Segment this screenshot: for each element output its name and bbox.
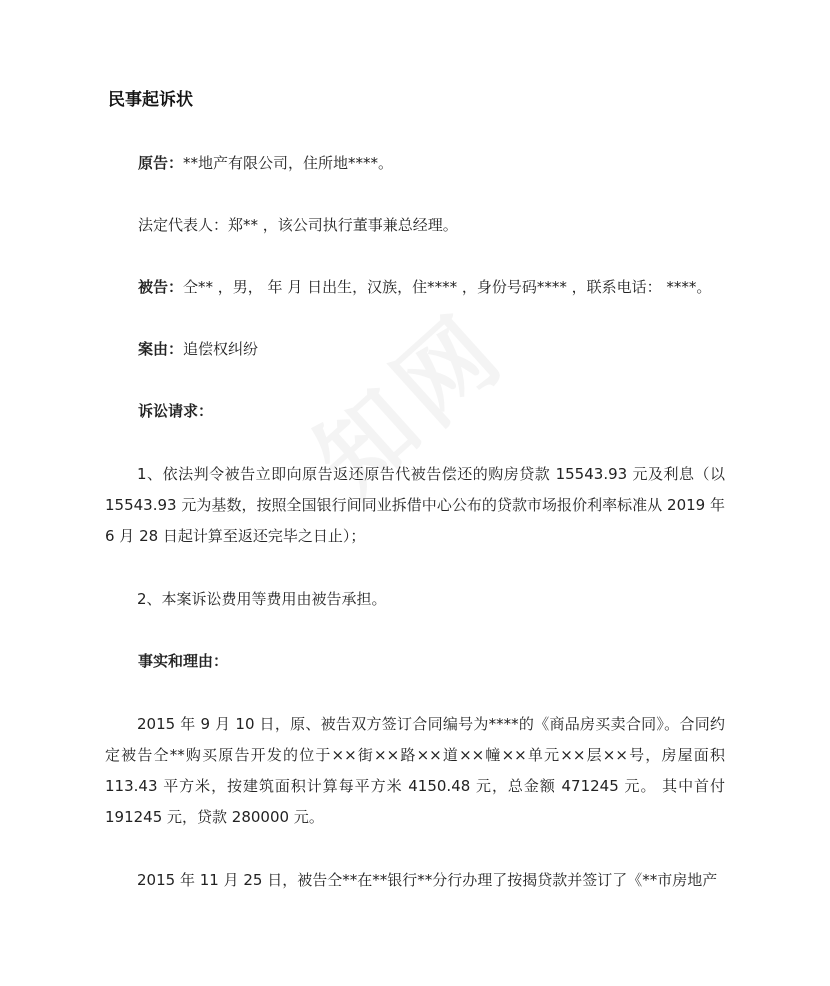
plaintiff-line	[138, 152, 393, 173]
defendant-value: 仝** ，男， 年 月 日出生，汉族，住**** ，身份号码**** ，联系电话： ****。	[183, 278, 712, 296]
claim-1-paragraph: 1、依法判令被告立即向原告返还原告代被告偿还的购房贷款 15543.93 元及利息（以 15543.93 元为基数，按照全国银行间同业拆借中心公布的贷款市场报价利率标准从 2019 年 6 月 28 日起计算至返还完毕之日止）；	[105, 465, 725, 545]
case-cause-label: 案由：	[138, 340, 184, 358]
claim-2-paragraph: 2、本案诉讼费用等费用由被告承担。	[137, 590, 387, 608]
plaintiff-value: **地产有限公司，住所地****。	[183, 154, 394, 172]
facts-heading: 事实和理由：	[138, 652, 229, 670]
fact-2-paragraph: 2015 年 11 月 25 日，被告仝**在**银行**分行办理了按揭贷款并签订了《**市房地产	[137, 871, 718, 889]
defendant-line	[138, 276, 711, 297]
fact-1-paragraph: 2015 年 9 月 10 日，原、被告双方签订合同编号为****的《商品房买卖合同》。合同约定被告仝**购买原告开发的位于××街××路××道××幢××单元××层××号，房屋面积 113.43 平方米，按建筑面积计算每平方米 4150.48 元，总金额 471245 元。 其中首付 191245 元，贷款 280000 元。	[105, 715, 725, 826]
claims-heading: 诉讼请求：	[138, 402, 214, 420]
case-cause-line	[138, 338, 258, 359]
plaintiff-label: 原告：	[138, 154, 184, 172]
case-cause-value: 追偿权纠纷	[183, 340, 259, 358]
defendant-label: 被告：	[138, 278, 184, 296]
legal-representative-line: 法定代表人：郑** ，该公司执行董事兼总经理。	[138, 216, 458, 234]
document-title: 民事起诉状	[108, 90, 193, 110]
